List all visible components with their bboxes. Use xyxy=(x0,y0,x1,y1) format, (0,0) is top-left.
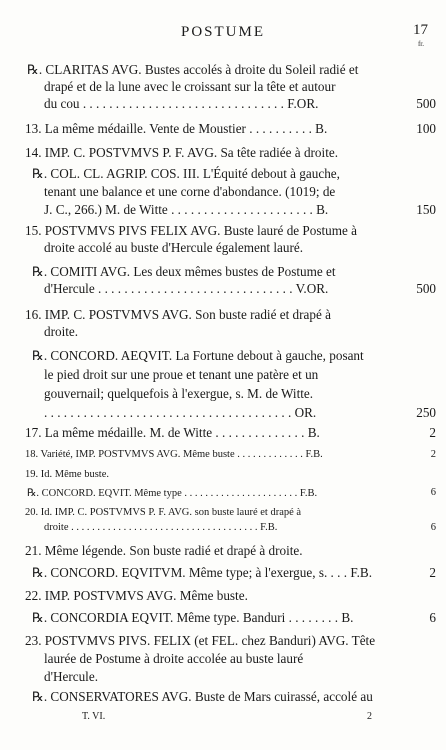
entry-text-line: d'Hercule. xyxy=(44,669,98,684)
price-value: 2 xyxy=(429,425,436,440)
entry-text-line: gouvernail; quelquefois à l'exergue, s. M. de Witte. xyxy=(44,386,314,401)
entry-text-line: le pied droit sur une proue et tenant une patère et un xyxy=(44,367,319,382)
entry-text-line: ℞. CONCORD. EQVIT. Même type . . . . . . . . . . . . . . . . . . . . . . F.B. xyxy=(27,488,318,499)
entry-text-line: du cou . . . . . . . . . . . . . . . . . . . . . . . . . . . . . . . F.OR. xyxy=(44,96,319,111)
entry-text-line: 19. Id. Même buste. xyxy=(25,469,109,480)
price-value: 250 xyxy=(416,405,436,420)
volume-mark: T. VI. xyxy=(82,711,106,722)
entry-text-line: 13. La même médaille. Vente de Moustier . . . . . . . . . . B. xyxy=(25,121,328,136)
entry-text-line: droite. xyxy=(44,324,79,339)
entry-text-line: drapé et de la lune avec le croissant sur la tête et autour xyxy=(44,79,336,94)
entry-text-line: ℞. CONCORDIA EQVIT. Même type. Banduri . . . . . . . . B. xyxy=(32,610,354,625)
entry-text-line: 20. Id. IMP. C. POSTVMVS P. F. AVG. son buste lauré et drapé à xyxy=(25,507,302,518)
entry-text-line: droite accolé au buste d'Hercule également lauré. xyxy=(44,240,304,255)
page-header xyxy=(0,24,446,46)
entry-text-line: 17. La même médaille. M. de Witte . . . . . . . . . . . . . . B. xyxy=(25,425,320,440)
price-value: 2 xyxy=(430,449,436,460)
price-value: 100 xyxy=(416,121,436,136)
entry-text-line: ℞. CONSERVATORES AVG. Buste de Mars cuirassé, accolé au xyxy=(32,689,373,704)
page-title: POSTUME xyxy=(180,24,265,40)
page-number: 17 xyxy=(413,22,428,38)
entry-text-line: 22. IMP. POSTVMVS AVG. Même buste. xyxy=(25,588,248,603)
price-value: 500 xyxy=(416,96,436,111)
entry-text-line: 18. Variété, IMP. POSTVMVS AVG. Même buste . . . . . . . . . . . . . F.B. xyxy=(25,449,323,460)
entry-text-line: ℞. CONCORD. EQVITVM. Même type; à l'exergue, s. . . . F.B. xyxy=(32,565,372,580)
entry-text-line: 14. IMP. C. POSTVMVS P. F. AVG. Sa tête radiée à droite. xyxy=(25,145,339,160)
entry-text-line: . . . . . . . . . . . . . . . . . . . . . . . . . . . . . . . . . . . . . . OR. xyxy=(44,405,317,420)
price-value: 500 xyxy=(416,281,436,296)
price-value: 6 xyxy=(429,610,436,625)
entry-text-line: 15. POSTVMVS PIVS FELIX AVG. Buste lauré de Postume à xyxy=(25,223,358,238)
signature-mark: 2 xyxy=(367,711,372,722)
page-number-note: fr. xyxy=(417,40,424,48)
entry-text-line: ℞. COMITI AVG. Les deux mêmes bustes de Postume et xyxy=(32,264,336,279)
entry-text-line: 16. IMP. C. POSTVMVS AVG. Son buste radié et drapé à xyxy=(25,307,331,322)
entry-text-line: droite . . . . . . . . . . . . . . . . . . . . . . . . . . . . . . . . . . . . F.B. xyxy=(44,522,278,533)
entry-text-line: 21. Même légende. Son buste radié et drapé à droite. xyxy=(25,543,303,558)
entry-text-line: ℞. COL. CL. AGRIP. COS. III. L'Équité debout à gauche, xyxy=(32,166,340,181)
entry-text-line: J. C., 266.) M. de Witte . . . . . . . . . . . . . . . . . . . . . . B. xyxy=(44,202,329,217)
entry-text-line: laurée de Postume à droite accolée au buste lauré xyxy=(44,651,304,666)
entry-text-line: tenant une balance et une corne d'abondance. (1019; de xyxy=(44,184,336,199)
entry-text-line: 23. POSTVMVS PIVS. FELIX (et FEL. chez Banduri) AVG. Tête xyxy=(25,633,376,648)
entry-text-line: ℞. CONCORD. AEQVIT. La Fortune debout à gauche, posant xyxy=(32,348,364,363)
price-value: 6 xyxy=(430,487,436,498)
price-value: 150 xyxy=(416,202,436,217)
price-value: 2 xyxy=(429,565,436,580)
entry-text-line: ℞. CLARITAS AVG. Bustes accolés à droite du Soleil radié et xyxy=(27,62,359,77)
price-value: 6 xyxy=(430,522,436,533)
entry-text-line: d'Hercule . . . . . . . . . . . . . . . . . . . . . . . . . . . . . . V.OR. xyxy=(44,281,329,296)
